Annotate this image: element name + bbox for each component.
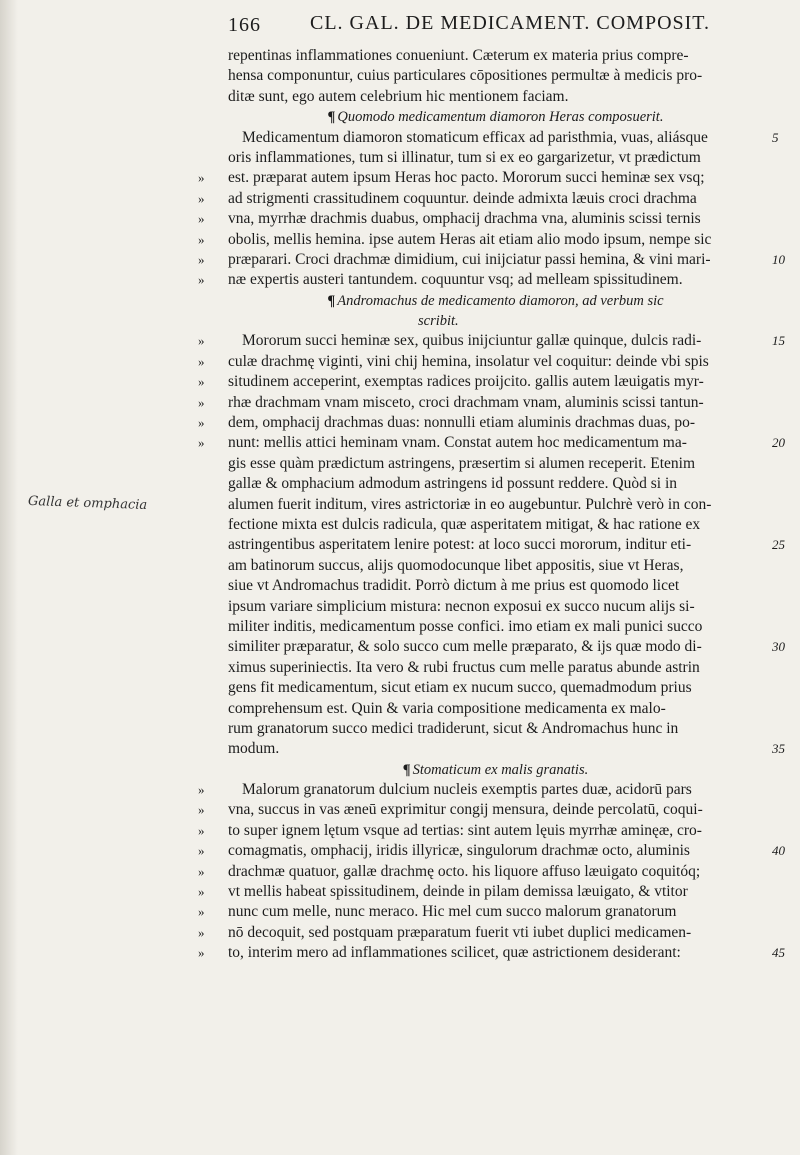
text-line bbox=[198, 943, 785, 963]
text-line bbox=[228, 576, 763, 596]
running-title: CL. GAL. DE MEDICAMENT. COMPOSIT. bbox=[310, 12, 711, 34]
line-text: drachmæ quatuor, gallæ drachmę octo. his liquore affuso læuigato coquitóq; bbox=[228, 862, 701, 880]
pilcrow-icon: ¶ bbox=[327, 109, 336, 126]
line-text: situdinem acceperint, exemptas radices proijcito. gallis autem læuigatis myr- bbox=[228, 373, 704, 391]
line-text: ipsum variare simplicium mistura: necnon exposui ex succo nucum alijs si- bbox=[228, 597, 695, 615]
line-text: modum. bbox=[228, 740, 280, 758]
text-line bbox=[198, 923, 763, 943]
text-line bbox=[228, 658, 763, 678]
text-line bbox=[198, 209, 763, 229]
line-number: 20 bbox=[772, 435, 785, 451]
quotation-mark: » bbox=[198, 272, 204, 288]
line-text: fectione mixta est dulcis radicula, quæ asperitatem mitigat, & hac ratione ex bbox=[228, 515, 701, 533]
text-line bbox=[228, 87, 763, 107]
text-line bbox=[228, 515, 763, 535]
page-number: 166 bbox=[228, 14, 261, 36]
pilcrow-icon: ¶ bbox=[402, 761, 411, 778]
line-text: vt mellis habeat spissitudinem, deinde in pilam demissa læuigato, & vtitor bbox=[228, 883, 688, 901]
line-number: 10 bbox=[772, 251, 785, 267]
line-text: ditæ sunt, ego autem celebrium hic mentionem faciam. bbox=[228, 87, 569, 105]
line-text: to super ignem lętum vsque ad tertias: sint autem lęuis myrrhæ aminęæ, cro- bbox=[228, 821, 702, 839]
section-heading bbox=[228, 107, 763, 127]
text-line bbox=[198, 780, 763, 800]
text-line bbox=[198, 800, 763, 820]
line-number: 5 bbox=[772, 129, 779, 145]
quotation-mark: » bbox=[198, 211, 204, 227]
text-line bbox=[228, 637, 785, 657]
line-text: Quomodo medicamentum diamoron Heras composuerit. bbox=[337, 109, 664, 126]
text-line bbox=[228, 617, 763, 637]
line-number: 25 bbox=[772, 537, 785, 553]
line-text: ad strigmenti crassitudinem coquuntur. deinde admixta læuis croci drachma bbox=[228, 189, 697, 207]
text-line bbox=[198, 902, 763, 922]
text-line bbox=[228, 474, 763, 494]
line-text: gens fit medicamentum, sicut etiam ex nucum succo, quemadmodum prius bbox=[228, 679, 692, 697]
text-line bbox=[228, 719, 763, 739]
text-line bbox=[198, 821, 763, 841]
quotation-mark: » bbox=[198, 843, 204, 859]
text-line bbox=[198, 393, 763, 413]
text-line bbox=[198, 413, 763, 433]
text-line bbox=[228, 66, 763, 86]
line-text: comprehensum est. Quin & varia compositione medicamenta ex malo- bbox=[228, 699, 666, 717]
line-text: am batinorum succus, alijs quomodocunque libet appositis, siue vt Heras, bbox=[228, 556, 684, 574]
text-line bbox=[228, 454, 763, 474]
text-line bbox=[228, 699, 763, 719]
quotation-mark: » bbox=[198, 822, 204, 838]
line-text: næ expertis austeri tantundem. coquuntur vsq; ad melleam spissitudinem. bbox=[228, 271, 683, 289]
line-number: 35 bbox=[772, 741, 785, 757]
line-text: Andromachus de medicamento diamoron, ad verbum sic bbox=[337, 292, 664, 309]
line-text: culæ drachmę viginti, vini chij hemina, insolatur vel coquitur: deinde vbi spis bbox=[228, 352, 709, 370]
line-text: hensa componuntur, cuius particulares cōpositiones permultæ à medicis pro- bbox=[228, 67, 703, 85]
text-line bbox=[198, 433, 785, 453]
section-heading bbox=[228, 760, 763, 780]
line-text: gallæ & omphacium admodum astringens id possunt reddere. Quòd si in bbox=[228, 475, 678, 493]
line-text: obolis, mellis hemina. ipse autem Heras ait etiam alio modo ipsum, nempe sic bbox=[228, 230, 712, 248]
handwritten-margin-note: Galla et omphacia bbox=[27, 493, 148, 514]
text-line bbox=[228, 128, 779, 148]
page-header bbox=[228, 6, 748, 40]
line-text: to, interim mero ad inflammationes scilicet, quæ astrictionem desiderant: bbox=[228, 944, 681, 962]
line-text: oris inflammationes, tum si illinatur, tum si ex eo gargarizetur, vt prædictum bbox=[228, 148, 701, 166]
text-line bbox=[198, 352, 763, 372]
text-line bbox=[198, 168, 763, 188]
main-text-block bbox=[198, 46, 785, 964]
line-text: vna, succus in vas æneū exprimitur congij mensura, deinde percolatū, coqui- bbox=[228, 801, 703, 819]
quotation-mark: » bbox=[198, 394, 204, 410]
text-line bbox=[198, 331, 785, 351]
text-line bbox=[228, 597, 763, 617]
line-text: nunc cum melle, nunc meraco. Hic mel cum succo malorum granatorum bbox=[228, 903, 677, 921]
quotation-mark: » bbox=[198, 945, 204, 961]
line-text: Medicamentum diamoron stomaticum efficax ad paristhmia, vuas, aliásque bbox=[242, 128, 708, 146]
line-text: siue vt Andromachus tradidit. Porrò dictum à me prius est quomodo licet bbox=[228, 577, 680, 595]
text-line bbox=[228, 556, 763, 576]
text-line bbox=[198, 882, 763, 902]
line-text: Mororum succi heminæ sex, quibus inijciuntur gallæ quinque, dulcis radi- bbox=[242, 332, 702, 350]
quotation-mark: » bbox=[198, 904, 204, 920]
text-line bbox=[198, 250, 785, 270]
line-text: nunt: mellis attici heminam vnam. Constat autem hoc medicamentum ma- bbox=[228, 434, 687, 452]
quotation-mark: » bbox=[198, 374, 204, 390]
pilcrow-icon: ¶ bbox=[327, 292, 336, 309]
line-text: scribit. bbox=[418, 313, 459, 330]
text-line bbox=[198, 372, 763, 392]
text-line bbox=[228, 739, 785, 759]
line-text: dem, omphacij drachmas duas: nonnulli etiam aluminis drachmas duas, po- bbox=[228, 414, 696, 432]
line-text: astringentibus asperitatem lenire potest: at loco succi mororum, inditur eti- bbox=[228, 536, 692, 554]
quotation-mark: » bbox=[198, 251, 204, 267]
text-line bbox=[198, 270, 763, 290]
quotation-mark: » bbox=[198, 353, 204, 369]
quotation-mark: » bbox=[198, 435, 204, 451]
text-line bbox=[228, 678, 763, 698]
text-line bbox=[228, 311, 763, 331]
text-line bbox=[198, 189, 763, 209]
text-line bbox=[228, 46, 763, 66]
text-line bbox=[198, 230, 763, 250]
text-line bbox=[198, 841, 785, 861]
quotation-mark: » bbox=[198, 782, 204, 798]
line-text: Malorum granatorum dulcium nucleis exemptis partes duæ, acidorū pars bbox=[242, 781, 692, 799]
line-text: alumen fuerit inditum, vires astrictoriæ in eo augebuntur. Pulchrè verò in con- bbox=[228, 495, 712, 513]
text-line bbox=[228, 495, 763, 515]
quotation-mark: » bbox=[198, 884, 204, 900]
quotation-mark: » bbox=[198, 924, 204, 940]
line-text: nō decoquit, sed postquam præparatum fuerit vti iubet duplici medicamen- bbox=[228, 923, 692, 941]
line-text: rum granatorum succo medici tradiderunt, sicut & Andromachus hunc in bbox=[228, 719, 679, 737]
line-text: gis esse quàm prædictum astringens, præsertim si alumen receperit. Etenim bbox=[228, 454, 696, 472]
line-text: est. præparat autem ipsum Heras hoc pacto. Mororum succi heminæ sex vsq; bbox=[228, 169, 705, 187]
line-text: Stomaticum ex malis granatis. bbox=[412, 761, 589, 778]
quotation-mark: » bbox=[198, 170, 204, 186]
quotation-mark: » bbox=[198, 863, 204, 879]
section-heading bbox=[228, 291, 763, 311]
text-line bbox=[228, 535, 785, 555]
quotation-mark: » bbox=[198, 415, 204, 431]
line-number: 30 bbox=[772, 639, 785, 655]
text-line bbox=[228, 148, 763, 168]
line-text: rhæ drachmam vnam misceto, croci drachmam vnam, aluminis scissi tantun- bbox=[228, 393, 704, 411]
line-text: ximus superiniectis. Ita vero & rubi fructus cum melle paratus abunde astrin bbox=[228, 658, 700, 676]
quotation-mark: » bbox=[198, 802, 204, 818]
line-number: 15 bbox=[772, 333, 785, 349]
line-text: repentinas inflammationes conueniunt. Cæterum ex materia prius compre- bbox=[228, 47, 689, 64]
line-number: 40 bbox=[772, 843, 785, 859]
line-number: 45 bbox=[772, 945, 785, 961]
quotation-mark: » bbox=[198, 190, 204, 206]
line-text: comagmatis, omphacij, iridis illyricæ, singulorum drachmæ octo, aluminis bbox=[228, 842, 690, 860]
line-text: præparari. Croci drachmæ dimidium, cui inijciatur passi hemina, & vini mari- bbox=[228, 250, 711, 268]
quotation-mark: » bbox=[198, 333, 204, 349]
line-text: vna, myrrhæ drachmis duabus, omphacij drachma vna, aluminis scissi ternis bbox=[228, 210, 701, 228]
quotation-mark: » bbox=[198, 231, 204, 247]
line-text: similiter præparatur, & solo succo cum melle præparato, & ijs quæ modo di- bbox=[228, 638, 702, 656]
binding-shadow bbox=[0, 0, 18, 1155]
text-line bbox=[198, 862, 763, 882]
line-text: militer inditis, medicamentum posse confici. imo etiam ex mali punici succo bbox=[228, 617, 703, 635]
